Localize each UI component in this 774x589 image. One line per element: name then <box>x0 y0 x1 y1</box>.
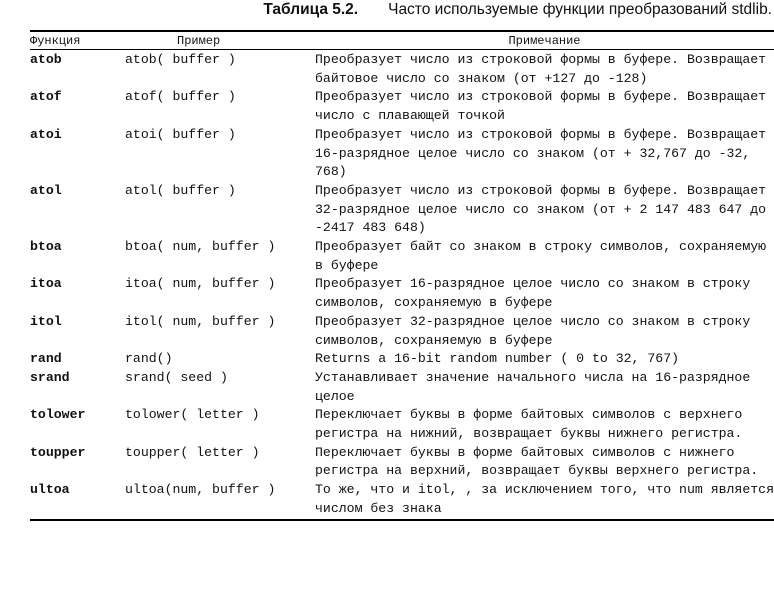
note-text: Преобразует число из строковой формы в буфере. Возвращает число с плавающей точкой <box>315 89 767 124</box>
example-code: srand( seed ) <box>125 369 228 385</box>
example-code: btoa( num, buffer ) <box>125 239 276 255</box>
example-code: ultoa(num, buffer ) <box>125 482 276 498</box>
note-text: Преобразует число из строковой формы в буфере. Возвращает байтовое число со знаком (от +127 до -128) <box>315 52 767 86</box>
note-text: Преобразует число из строковой формы в буфере. Возвращает 16-разрядное целое число со знаком (от + 32,767 до -32, 768) <box>315 126 767 180</box>
table-row <box>30 275 774 312</box>
table-row <box>30 238 774 275</box>
table-row <box>30 406 774 443</box>
table-row <box>30 50 774 88</box>
note-text: Переключает буквы в форме байтовых символов с нижнего регистра на верхний, возвращает буквы верхнего регистра. <box>315 444 759 479</box>
table-row <box>30 369 774 406</box>
table-body <box>30 50 774 519</box>
table-row <box>30 444 774 481</box>
table-row <box>30 126 774 182</box>
note-text: Преобразует 16-разрядное целое число со знаком в строку символов, сохраняемую в буфере <box>315 276 751 311</box>
example-code: atob( buffer ) <box>125 52 236 67</box>
example-code: itoa( num, buffer ) <box>125 276 276 292</box>
note-text: Устанавливает значение начального числа на 16-разрядное целое <box>315 369 751 404</box>
function-name: atof <box>30 89 62 105</box>
caption-title: Часто используемые функции преобразований stdlib. <box>388 1 772 18</box>
note-text: Преобразует 32-разрядное целое число со знаком в строку символов, сохраняемую в буфере <box>315 313 751 348</box>
function-name: atoi <box>30 126 62 142</box>
example-code: itol( num, buffer ) <box>125 313 276 329</box>
note-text: Returns a 16-bit random number ( 0 to 32, 767) <box>315 351 680 367</box>
table-row <box>30 182 774 238</box>
example-code: atol( buffer ) <box>125 182 236 198</box>
conversion-functions-table <box>30 32 774 49</box>
note-text: То же, что и itol, , за исключением того, что num является числом без знака <box>315 482 774 516</box>
function-name: itol <box>30 313 62 329</box>
caption-number: Таблица 5.2. <box>263 1 359 18</box>
function-name: itoa <box>30 276 62 292</box>
function-name: tolower <box>30 407 86 423</box>
table-row <box>30 88 774 125</box>
function-name: rand <box>30 351 62 367</box>
table-row <box>30 481 774 518</box>
table-row <box>30 313 774 350</box>
functions-table <box>30 30 774 521</box>
function-name: btoa <box>30 239 62 255</box>
example-code: toupper( letter ) <box>125 444 260 460</box>
header-example: Пример <box>177 33 221 48</box>
function-name: atol <box>30 182 62 198</box>
header-function: Функция <box>30 33 81 48</box>
function-name: atob <box>30 52 62 67</box>
table-row <box>30 350 774 369</box>
function-name: srand <box>30 369 70 385</box>
header-note: Примечание <box>508 33 581 48</box>
function-name: toupper <box>30 444 86 460</box>
note-text: Преобразует число из строковой формы в буфере. Возвращает 32-разрядное целое число со знаком (от + 2 147 483 647 до -2417 483 648) <box>315 182 767 236</box>
header-row <box>30 32 774 49</box>
example-code: rand() <box>125 351 173 367</box>
note-text: Переключает буквы в форме байтовых символов с верхнего регистра на нижний, возвращает буквы нижнего регистра. <box>315 407 743 442</box>
table-bottom-rule <box>30 519 774 521</box>
example-code: atoi( buffer ) <box>125 126 236 142</box>
note-text: Преобразует байт со знаком в строку символов, сохраняемую в буфере <box>315 239 767 273</box>
table-caption <box>0 0 774 22</box>
function-name: ultoa <box>30 482 70 498</box>
example-code: tolower( letter ) <box>125 407 260 423</box>
example-code: atof( buffer ) <box>125 89 236 105</box>
